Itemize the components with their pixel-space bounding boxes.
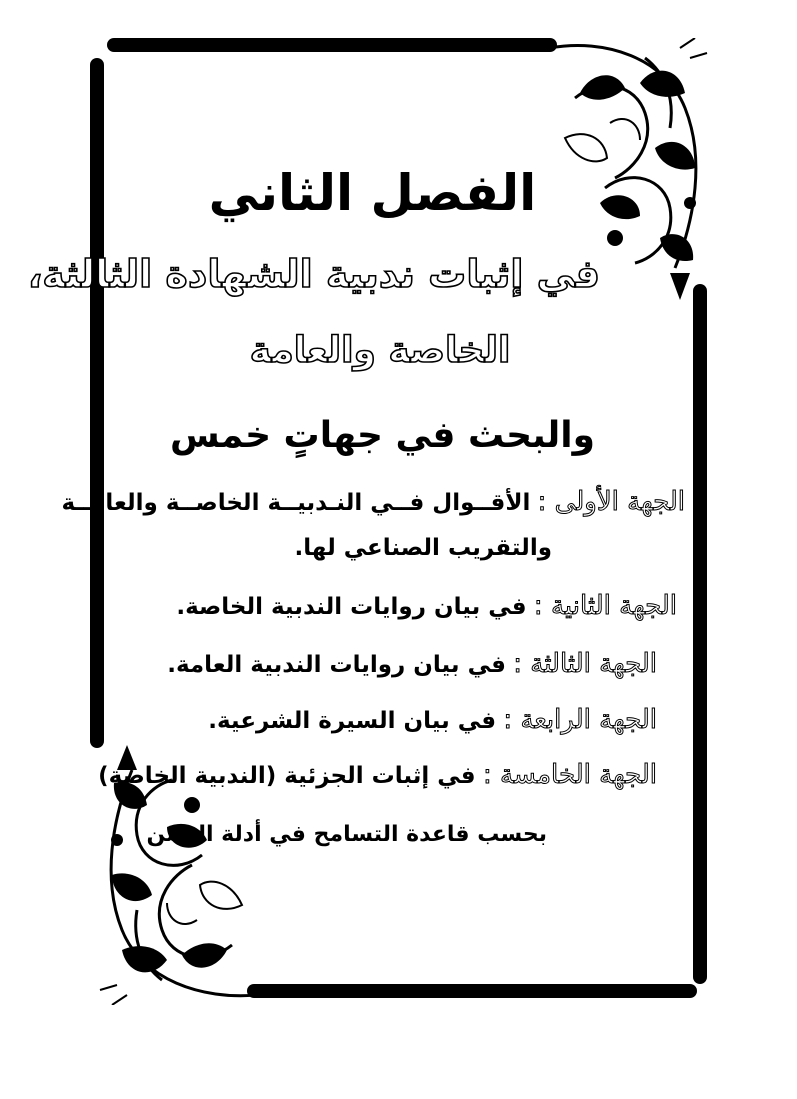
item-heading: الجهة الخامسة :: [482, 760, 657, 790]
item-continuation: والتقريب الصناعي لها.: [294, 535, 552, 561]
item-heading: الجهة الرابعة :: [503, 705, 657, 735]
frame-bottom-bar: [247, 984, 697, 998]
frame-left-bar: [90, 58, 104, 748]
list-item: [98, 760, 657, 790]
list-item: [61, 487, 685, 517]
item-text: في بيان السيرة الشرعية.: [208, 708, 497, 734]
item-text: في إثبات الجزئية (الندبية الخاصة): [98, 763, 476, 789]
item-heading: الجهة الثالثة :: [513, 649, 657, 679]
frame-top-bar: [107, 38, 557, 52]
item-heading: الجهة الأولى :: [537, 487, 685, 517]
item-heading: الجهة الثانية :: [533, 591, 677, 621]
item-continuation: بحسب قاعدة التسامح في أدلة السنن: [146, 822, 547, 847]
subtitle-line-2: الخاصة والعامة: [249, 330, 511, 371]
subtitle-line-1: في إثبات ندبية الشهادة الثالثة،: [27, 252, 600, 296]
list-item: [167, 649, 657, 679]
list-item: [208, 705, 657, 735]
frame-right-bar: [693, 284, 707, 984]
chapter-title: الفصل الثاني: [208, 164, 537, 222]
item-text: الأقــوال فــي النـدبيــة الخاصــة والعامــة: [61, 490, 531, 516]
item-text: في بيان روايات الندبية العامة.: [167, 652, 506, 678]
list-item: [176, 591, 677, 621]
subtitle-line-3: والبحث في جهاتٍ خمس: [170, 415, 595, 456]
item-text: في بيان روايات الندبية الخاصة.: [176, 594, 527, 620]
